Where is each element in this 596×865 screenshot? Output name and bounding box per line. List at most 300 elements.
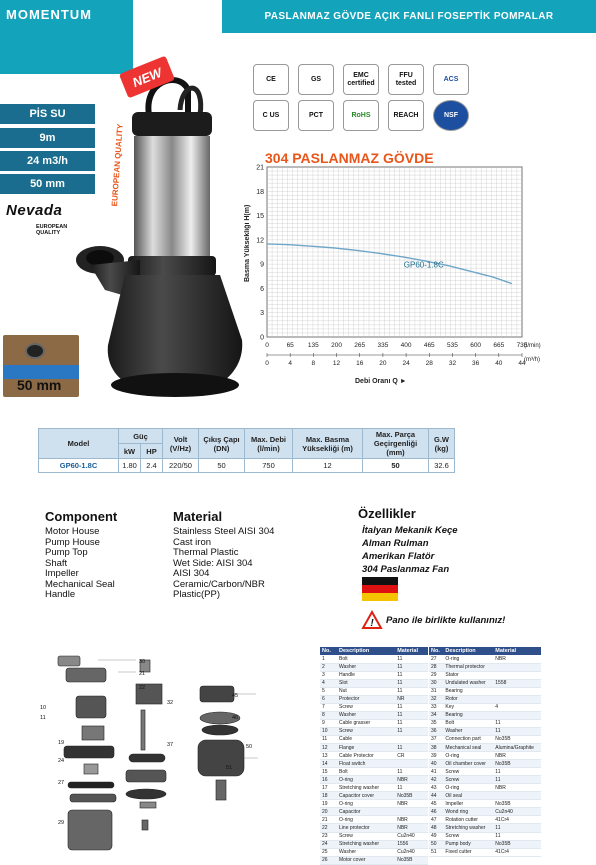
part-no: 25 — [320, 848, 337, 856]
part-material: 11 — [493, 727, 541, 735]
part-material: 11 — [395, 744, 428, 752]
table-row — [429, 792, 541, 800]
brand-name: MOMENTUM — [6, 7, 92, 22]
part-material: 1556 — [395, 840, 428, 848]
flag-stripe-red — [362, 585, 398, 593]
part-material: CR — [395, 752, 428, 760]
part-no: 14 — [320, 760, 337, 768]
part-no: 50 — [429, 840, 443, 848]
part-material: NR — [395, 695, 428, 703]
part-material: 11 — [395, 784, 428, 792]
part-description: Cable grasser — [337, 719, 395, 727]
component-item: Mechanical Seal — [45, 578, 115, 590]
part-material — [395, 808, 428, 816]
y-tick-label: 3 — [260, 310, 264, 318]
part-material: Cu2n40 — [395, 832, 428, 840]
part-material — [395, 760, 428, 768]
part-no: 9 — [320, 719, 337, 727]
part-no: 48 — [429, 824, 443, 832]
material-item: Ceramic/Carbon/NBR — [173, 578, 265, 590]
part-no: 26 — [320, 856, 337, 864]
table-row — [320, 655, 428, 663]
part-material: 4 — [493, 703, 541, 711]
table-row — [320, 824, 428, 832]
feature-item: Alman Rulman — [362, 538, 429, 549]
part-no: 33 — [429, 703, 443, 711]
col-hp: HP — [141, 444, 163, 459]
table-row — [320, 752, 428, 760]
cell-volt: 220/50 — [163, 459, 199, 473]
table-row — [429, 824, 541, 832]
part-description: O-ring — [443, 784, 493, 792]
callout-22: 22 — [139, 685, 146, 691]
part-description: Bolt — [443, 719, 493, 727]
part-material: No35B — [395, 792, 428, 800]
part-description: Bolt — [337, 655, 395, 663]
table-row — [429, 768, 541, 776]
part-material — [493, 687, 541, 695]
material-item: Cast iron — [173, 536, 212, 548]
table-row — [320, 703, 428, 711]
part-material: NBR — [395, 816, 428, 824]
flag-stripe-black — [362, 577, 398, 585]
x-tick-label-m3h: 36 — [472, 360, 480, 367]
part-description: O-ring — [443, 752, 493, 760]
x-tick-label-m3h: 24 — [402, 360, 410, 367]
solids-size-label: 50 mm — [17, 377, 62, 393]
x-tick-label-lmin: 335 — [377, 342, 389, 349]
component-item: Impeller — [45, 568, 79, 579]
part-description: Handle — [337, 671, 395, 679]
y-tick-label: 6 — [260, 285, 264, 293]
performance-chart — [250, 163, 540, 378]
table-row — [320, 832, 428, 840]
part-material: 11 — [493, 776, 541, 784]
model-spec-table — [38, 428, 455, 473]
part-description: Impeller — [443, 800, 493, 808]
table-row — [429, 679, 541, 687]
table-row — [429, 808, 541, 816]
part-no: 41 — [429, 768, 443, 776]
col-max-flow: Max. Debi (l/min) — [245, 429, 293, 459]
part-material: NBR — [493, 752, 541, 760]
part-no: 31 — [429, 687, 443, 695]
y-tick-label: 15 — [256, 213, 264, 221]
x-tick-label-m3h: 16 — [356, 360, 364, 367]
component-list — [45, 527, 115, 601]
part-material: 11 — [395, 671, 428, 679]
part-no: 24 — [320, 840, 337, 848]
gs-mark-icon: GS — [298, 64, 334, 95]
part-description: Oil seal — [443, 792, 493, 800]
x-tick-label-m3h: 28 — [425, 360, 433, 367]
part-description: Stretching washer — [443, 824, 493, 832]
part-description: Protector — [337, 695, 395, 703]
component-item: Pump House — [45, 536, 100, 548]
y-tick-label: 12 — [256, 237, 264, 245]
part-material — [493, 792, 541, 800]
parts-table-right — [429, 647, 541, 857]
x-tick-label-lmin: 0 — [265, 342, 269, 349]
table-row — [320, 735, 428, 743]
part-no: 32 — [429, 695, 443, 703]
svg-text:!: ! — [370, 618, 374, 629]
part-description: Cable Protector — [337, 752, 395, 760]
part-no: 29 — [429, 671, 443, 679]
table-row — [320, 816, 428, 824]
part-no: 22 — [320, 824, 337, 832]
parts-col-no: No. — [320, 647, 337, 655]
part-description: Slot — [337, 679, 395, 687]
x-tick-label-lmin: 135 — [307, 342, 319, 349]
part-description: Screw — [337, 832, 395, 840]
part-no: 20 — [320, 808, 337, 816]
table-row — [320, 856, 428, 864]
parts-col-desc: Description — [337, 647, 395, 655]
table-row — [320, 719, 428, 727]
table-row — [320, 792, 428, 800]
part-no: 23 — [320, 832, 337, 840]
x-tick-label-lmin: 65 — [286, 342, 294, 349]
table-row — [429, 703, 541, 711]
part-material: No35B — [395, 856, 428, 864]
y-tick-label: 21 — [256, 164, 264, 172]
part-no: 6 — [320, 695, 337, 703]
part-no: 3 — [320, 671, 337, 679]
part-no: 37 — [429, 735, 443, 743]
european-quality-stamp: EUROPEAN QUALITY — [110, 123, 125, 207]
parts-col-desc: Description — [443, 647, 493, 655]
spec-head: 9m — [0, 128, 95, 148]
table-row — [320, 848, 428, 856]
table-row — [429, 687, 541, 695]
part-material: No35B — [493, 840, 541, 848]
material-item: Wet Side: AISI 304 — [173, 557, 253, 569]
part-description: Washer — [443, 727, 493, 735]
table-row — [320, 776, 428, 784]
spec-type: PİS SU — [0, 104, 95, 124]
material-item: Thermal Plastic — [173, 547, 239, 558]
part-no: 46 — [429, 808, 443, 816]
part-no: 35 — [429, 719, 443, 727]
part-no: 17 — [320, 784, 337, 792]
y-tick-label: 18 — [256, 188, 264, 196]
table-row — [429, 816, 541, 824]
part-no: 47 — [429, 816, 443, 824]
callout-19: 19 — [58, 740, 65, 746]
part-no: 1 — [320, 655, 337, 663]
table-row — [39, 459, 455, 473]
table-row — [320, 711, 428, 719]
part-material: 11 — [395, 679, 428, 687]
part-no: 34 — [429, 711, 443, 719]
pct-icon: PCT — [298, 100, 334, 131]
x-tick-label-lmin: 400 — [400, 342, 412, 349]
table-row — [320, 663, 428, 671]
x-unit-lmin: (l/min) — [524, 343, 541, 349]
part-description: Bearing — [443, 687, 493, 695]
part-no: 8 — [320, 711, 337, 719]
part-description: Oil chamber cover — [443, 760, 493, 768]
parts-col-no: No. — [429, 647, 443, 655]
table-row — [429, 840, 541, 848]
part-description: Undulated washer — [443, 679, 493, 687]
table-row — [429, 671, 541, 679]
part-material — [493, 695, 541, 703]
part-description: Fixed cutter — [443, 848, 493, 856]
table-row — [320, 679, 428, 687]
part-material — [493, 711, 541, 719]
part-description: Bolt — [337, 768, 395, 776]
part-description: Flange — [337, 744, 395, 752]
part-material: 11 — [395, 687, 428, 695]
component-heading: Component — [45, 509, 118, 524]
exploded-parts-diagram — [28, 648, 278, 853]
part-material: 11 — [395, 768, 428, 776]
col-model: Model — [39, 429, 119, 459]
x-unit-m3h: (m³/h) — [524, 357, 540, 363]
ffu-tested-icon: FFU tested — [388, 64, 424, 95]
part-material: 11 — [395, 703, 428, 711]
part-no: 5 — [320, 687, 337, 695]
ce-mark-icon: CE — [253, 64, 289, 95]
part-material: No35B — [493, 760, 541, 768]
part-description: Nut — [337, 687, 395, 695]
warning-icon — [362, 611, 382, 629]
x-tick-label-lmin: 535 — [447, 342, 458, 349]
col-kw: kW — [119, 444, 141, 459]
table-row — [429, 727, 541, 735]
part-no: 43 — [429, 784, 443, 792]
part-material — [493, 663, 541, 671]
part-description: O-ring — [443, 655, 493, 663]
acs-icon: ACS — [433, 64, 469, 95]
table-row — [320, 744, 428, 752]
part-material: NBR — [395, 800, 428, 808]
col-max-head: Max. Basma Yüksekliği (m) — [293, 429, 363, 459]
y-tick-label: 9 — [260, 261, 264, 269]
cell-weight: 32.6 — [429, 459, 455, 473]
part-no: 7 — [320, 703, 337, 711]
table-row — [429, 832, 541, 840]
table-row — [429, 711, 541, 719]
part-no: 28 — [429, 663, 443, 671]
callout-51: 51 — [226, 765, 233, 771]
part-no: 45 — [429, 800, 443, 808]
table-row — [429, 744, 541, 752]
part-material: 11 — [493, 832, 541, 840]
table-row — [429, 776, 541, 784]
part-material: 11 — [493, 768, 541, 776]
y-tick-label: 0 — [260, 334, 264, 342]
part-material: Cu2n40 — [493, 808, 541, 816]
part-material: 11 — [395, 711, 428, 719]
part-description: Screw — [443, 768, 493, 776]
callout-37: 37 — [167, 742, 174, 748]
callout-30: 30 — [139, 659, 146, 665]
col-outlet: Çıkış Çapı (DN) — [199, 429, 245, 459]
cell-hp: 2.4 — [141, 459, 163, 473]
table-row — [320, 695, 428, 703]
part-no: 27 — [429, 655, 443, 663]
chart-x-label: Debi Oranı Q ► — [355, 378, 407, 385]
parts-table-left — [320, 647, 428, 865]
flag-stripe-gold — [362, 593, 398, 601]
table-row — [429, 848, 541, 856]
cell-max-head: 12 — [293, 459, 363, 473]
part-description: Screw — [443, 832, 493, 840]
table-row — [429, 760, 541, 768]
series-label: GP60-1.8C — [403, 260, 444, 270]
part-description: Stretching washer — [337, 784, 395, 792]
reach-icon: REACH — [388, 100, 424, 131]
part-no: 21 — [320, 816, 337, 824]
part-no: 2 — [320, 663, 337, 671]
component-item: Shaft — [45, 557, 68, 569]
callout-29: 29 — [58, 820, 65, 826]
cell-outlet: 50 — [199, 459, 245, 473]
part-no: 38 — [429, 744, 443, 752]
nsf-icon: NSF — [433, 100, 469, 131]
solids-thumbnail — [3, 335, 79, 397]
x-tick-label-m3h: 32 — [448, 360, 457, 367]
x-tick-label-m3h: 20 — [379, 360, 387, 367]
part-material: NBR — [395, 776, 428, 784]
part-material — [395, 735, 428, 743]
component-item: Handle — [45, 589, 76, 600]
part-material: 1558 — [493, 679, 541, 687]
x-tick-label-lmin: 735 — [516, 342, 528, 349]
part-no: 42 — [429, 776, 443, 784]
col-volt: Volt (V/Hz) — [163, 429, 199, 459]
callout-27: 27 — [58, 780, 65, 786]
material-item: Plastic(PP) — [173, 589, 220, 600]
part-material: No35B — [493, 735, 541, 743]
part-description: Cable — [337, 735, 395, 743]
table-row — [320, 800, 428, 808]
x-tick-label-m3h: 0 — [265, 360, 269, 367]
material-item: Stainless Steel AISI 304 — [173, 526, 275, 537]
callout-10: 10 — [40, 705, 47, 711]
part-description: O-ring — [337, 776, 395, 784]
table-row — [320, 760, 428, 768]
features-heading: Özellikler — [358, 506, 416, 521]
cell-max-solids: 50 — [363, 459, 429, 473]
x-tick-label-m3h: 12 — [332, 360, 341, 367]
col-guc: Güç — [119, 429, 163, 444]
warning-text: Pano ile birlikte kullanınız! — [386, 614, 506, 626]
part-description: Line protector — [337, 824, 395, 832]
callout-50: 50 — [246, 744, 253, 750]
part-no: 12 — [320, 744, 337, 752]
chart-y-label: Basma Yüksekliği H(m) — [244, 204, 251, 282]
part-no: 44 — [429, 792, 443, 800]
table-row — [429, 735, 541, 743]
part-description: Screw — [337, 727, 395, 735]
certification-logos — [253, 64, 478, 136]
pipe-hole-icon — [25, 343, 45, 359]
table-row — [320, 808, 428, 816]
col-weight: G.W (kg) — [429, 429, 455, 459]
part-description: Capacitor cover — [337, 792, 395, 800]
x-tick-label-lmin: 665 — [493, 342, 505, 349]
x-tick-label-lmin: 600 — [470, 342, 482, 349]
part-no: 36 — [429, 727, 443, 735]
cell-max-flow: 750 — [245, 459, 293, 473]
table-row — [320, 727, 428, 735]
part-description: Wond ring — [443, 808, 493, 816]
part-description: Washer — [337, 848, 395, 856]
part-material — [493, 671, 541, 679]
part-no: 18 — [320, 792, 337, 800]
part-description: Float switch — [337, 760, 395, 768]
component-item: Motor House — [45, 526, 100, 537]
new-badge: NEW — [119, 56, 175, 99]
callout-11: 11 — [40, 715, 46, 721]
part-no: 4 — [320, 679, 337, 687]
part-no: 40 — [429, 760, 443, 768]
part-description: Bearing — [443, 711, 493, 719]
part-description: Stator — [443, 671, 493, 679]
x-tick-label-lmin: 465 — [423, 342, 435, 349]
part-description: Rotation cutter — [443, 816, 493, 824]
table-row — [429, 695, 541, 703]
x-tick-label-m3h: 4 — [288, 360, 292, 367]
part-description: Washer — [337, 663, 395, 671]
part-no: 30 — [429, 679, 443, 687]
callout-32: 32 — [167, 700, 174, 706]
callout-46: 46 — [232, 715, 239, 721]
cell-model: GP60-1.8C — [39, 459, 119, 473]
table-row — [320, 671, 428, 679]
part-material: 11 — [493, 824, 541, 832]
part-no: 19 — [320, 800, 337, 808]
part-description: O-ring — [337, 816, 395, 824]
part-material: 11 — [395, 719, 428, 727]
parts-col-mat: Material — [493, 647, 541, 655]
component-item: Pump Top — [45, 547, 88, 558]
material-list — [173, 527, 274, 601]
table-row — [429, 663, 541, 671]
table-row — [320, 687, 428, 695]
feature-item: 304 Paslanmaz Fan — [362, 564, 450, 575]
table-row — [429, 719, 541, 727]
part-description: Capacitor — [337, 808, 395, 816]
part-no: 49 — [429, 832, 443, 840]
table-row — [320, 768, 428, 776]
part-material: NBR — [493, 784, 541, 792]
table-row — [429, 784, 541, 792]
part-no: 15 — [320, 768, 337, 776]
cell-kw: 1.80 — [119, 459, 141, 473]
part-material: Alumina/Graphite — [493, 744, 541, 752]
table-row — [320, 784, 428, 792]
part-description: Connection part — [443, 735, 493, 743]
callout-45: 45 — [232, 693, 239, 699]
european-quality-label: EUROPEAN QUALITY — [36, 224, 68, 236]
part-description: Key — [443, 703, 493, 711]
rohs-icon: RoHS — [343, 100, 379, 131]
part-description: O-ring — [337, 800, 395, 808]
features-list — [362, 524, 458, 576]
part-description: Pump body — [443, 840, 493, 848]
feature-item: İtalyan Mekanik Keçe — [362, 525, 458, 536]
csa-us-icon: C US — [253, 100, 289, 131]
part-no: 16 — [320, 776, 337, 784]
x-tick-label-m3h: 8 — [311, 360, 316, 367]
part-material: 11 — [395, 727, 428, 735]
x-tick-label-m3h: 40 — [495, 360, 503, 367]
